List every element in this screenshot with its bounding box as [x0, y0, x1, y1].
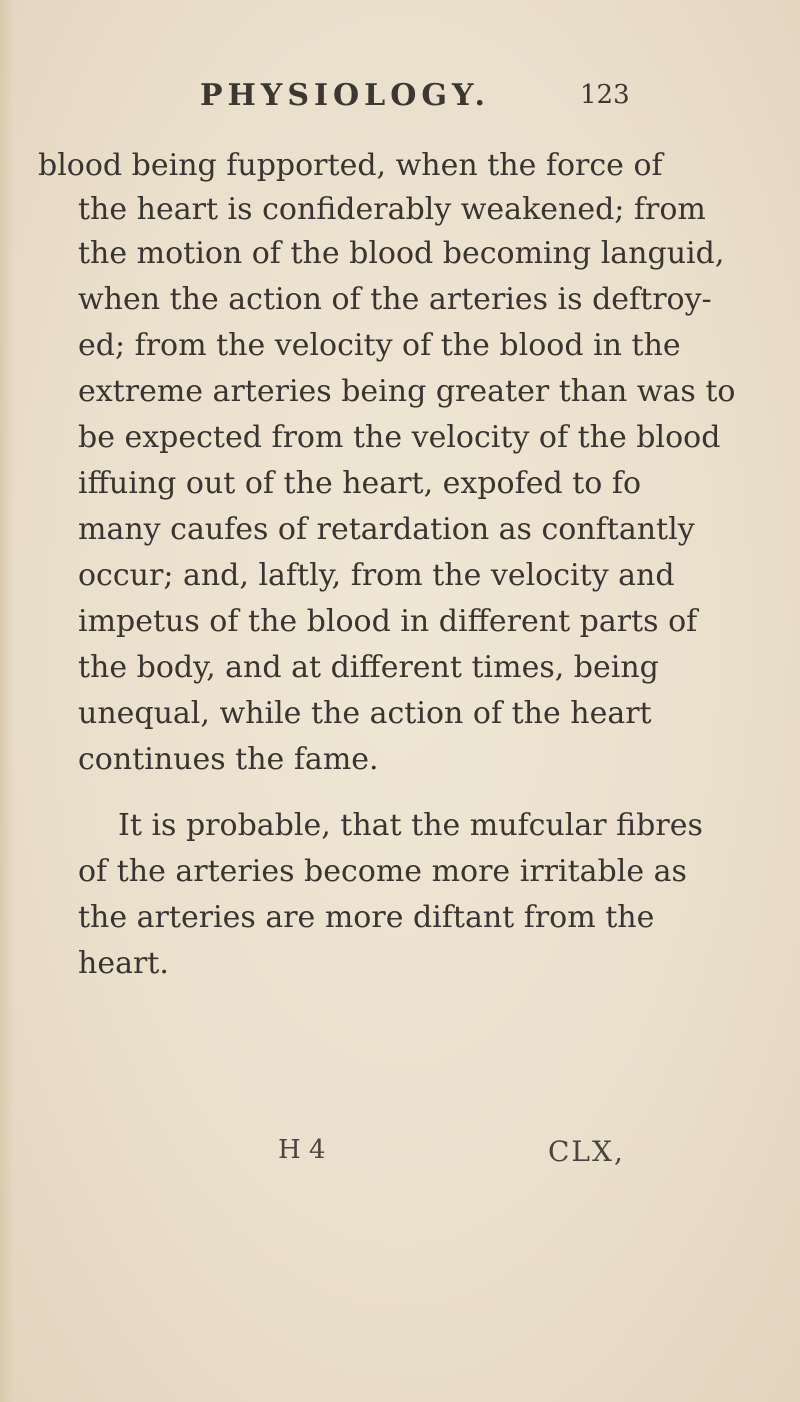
text-line: continues the fame.: [78, 742, 379, 777]
page-edge-shadow: [0, 0, 14, 1402]
text-line: many caufes of retardation as conftantly: [78, 512, 695, 547]
running-head: [0, 78, 800, 118]
text-line: the body, and at different times, being: [78, 650, 659, 685]
text-line: when the action of the arteries is deftroy-: [78, 282, 712, 317]
text-line: the heart is confiderably weakened; from: [78, 192, 706, 227]
catchword: CLX,: [548, 1135, 625, 1168]
text-line: occur; and, laftly, from the velocity and: [78, 558, 675, 593]
page-footer: [0, 1135, 800, 1175]
text-line: blood being fupported, when the force of: [38, 148, 663, 183]
text-line: the motion of the blood becoming languid,: [78, 236, 725, 271]
text-line: ed; from the velocity of the blood in the: [78, 328, 681, 363]
text-line: be expected from the velocity of the blood: [78, 420, 721, 455]
page-number: 123: [580, 80, 630, 110]
signature-mark: H 4: [278, 1135, 326, 1165]
text-line: the arteries are more diftant from the: [78, 900, 655, 935]
text-line: iffuing out of the heart, expofed to fo: [78, 466, 642, 501]
text-line: It is probable, that the mufcular fibres: [118, 808, 703, 843]
text-line: of the arteries become more irritable as: [78, 854, 687, 889]
running-head-title: PHYSIOLOGY.: [200, 78, 490, 113]
text-line: extreme arteries being greater than was to: [78, 374, 736, 409]
text-line: impetus of the blood in different parts of: [78, 604, 698, 639]
text-line: heart.: [78, 946, 169, 981]
text-line: unequal, while the action of the heart: [78, 696, 652, 731]
